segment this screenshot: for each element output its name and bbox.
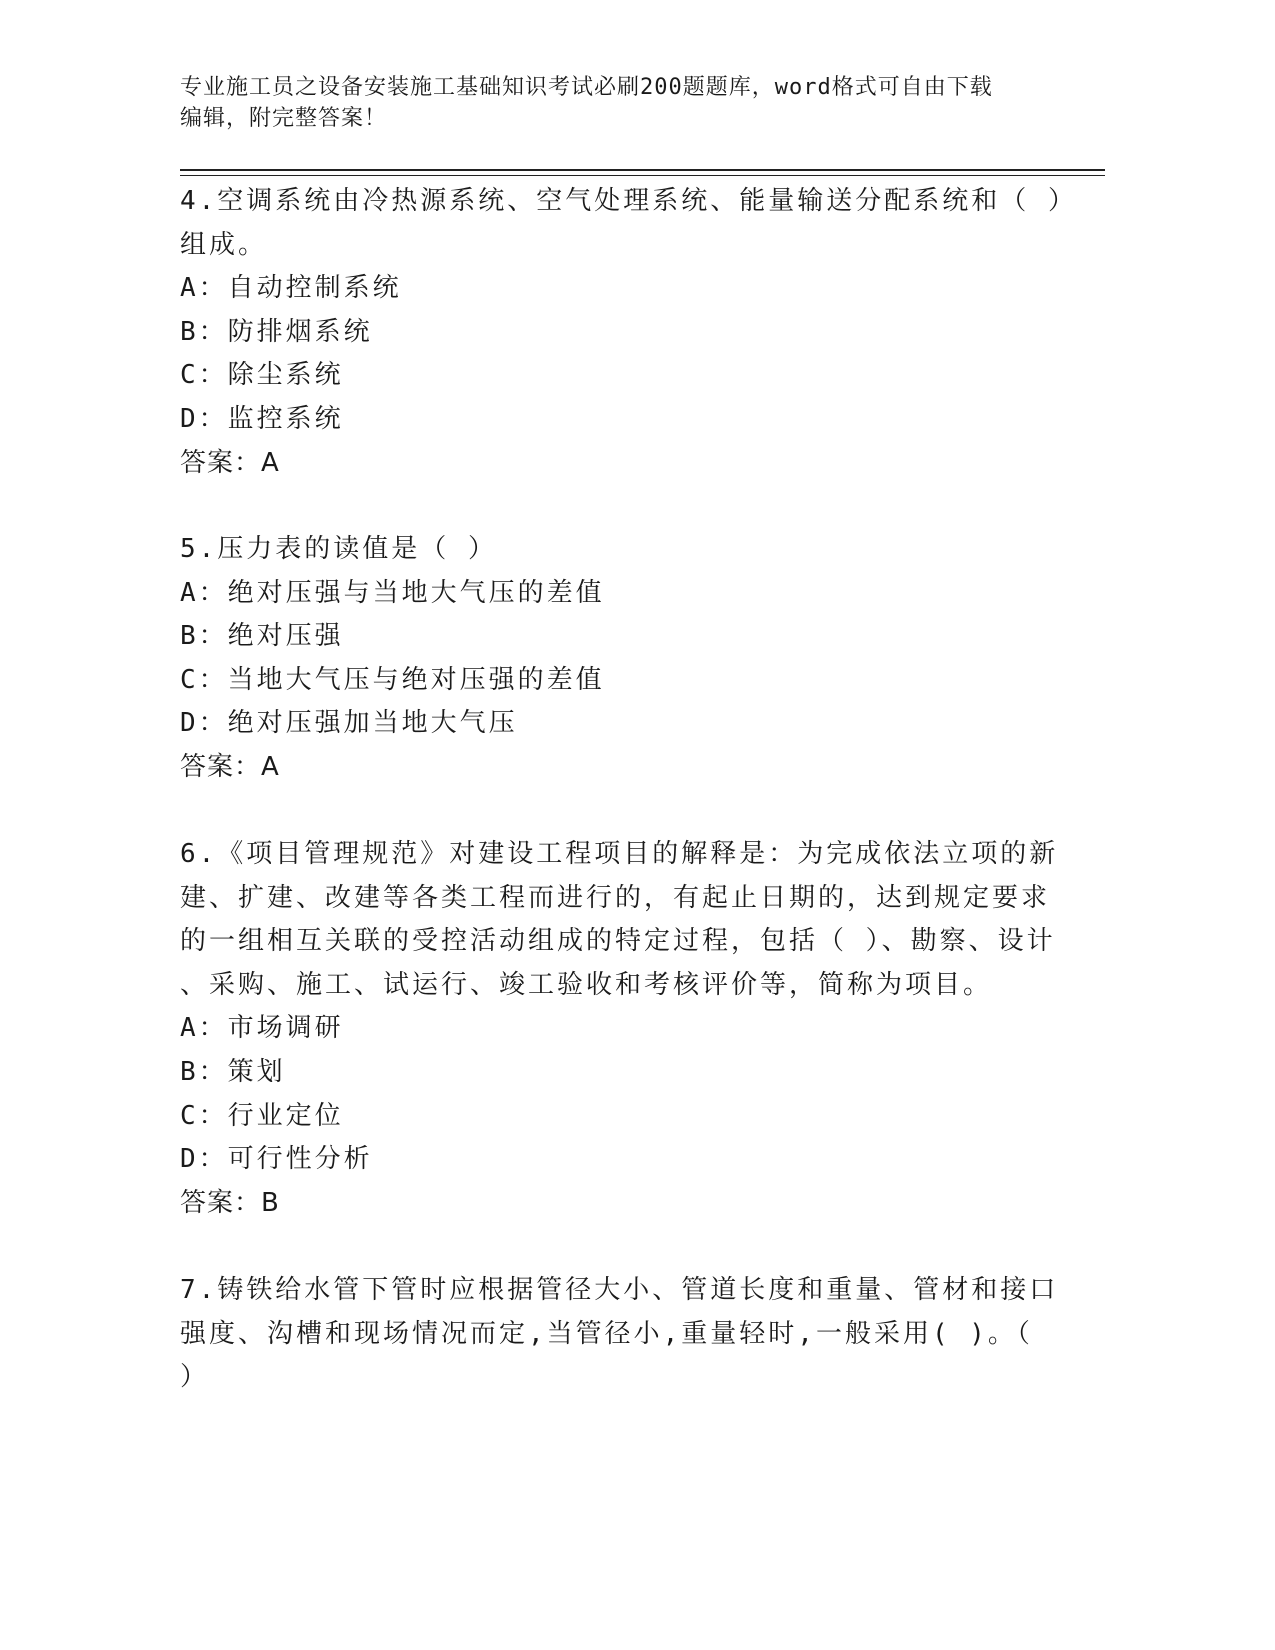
question-6-stem-line-3: 的一组相互关联的受控活动组成的特定过程，包括（ ）、勘察、设计 <box>180 926 1056 957</box>
question-4-stem-line-1: 4.空调系统由冷热源系统、空气处理系统、能量输送分配系统和（ ） <box>180 186 1077 216</box>
question-5-option-d: D：绝对压强加当地大气压 <box>180 708 518 739</box>
question-6-option-b: B：策划 <box>180 1056 286 1087</box>
question-5 <box>180 528 1040 790</box>
question-5-option-b: B：绝对压强 <box>180 621 344 652</box>
question-7-stem-line-3: ） <box>180 1362 210 1393</box>
question-6 <box>180 833 1059 1225</box>
header-divider-thin <box>180 175 1105 176</box>
question-6-option-c: C：行业定位 <box>180 1100 344 1131</box>
question-5-answer: 答案：A <box>180 751 280 782</box>
question-5-option-a: A：绝对压强与当地大气压的差值 <box>180 577 605 608</box>
question-6-stem-line-2: 建、扩建、改建等各类工程而进行的，有起止日期的，达到规定要求 <box>180 882 1051 913</box>
question-5-stem-line-1: 5.压力表的读值是（ ） <box>180 534 497 564</box>
question-6-option-d: D：可行性分析 <box>180 1144 373 1175</box>
question-7 <box>180 1269 1059 1400</box>
question-4-option-b: B：防排烟系统 <box>180 316 373 347</box>
question-5-option-c: C：当地大气压与绝对压强的差值 <box>180 664 605 695</box>
question-6-answer: 答案：B <box>180 1187 280 1218</box>
question-7-stem-line-2: 强度、沟槽和现场情况而定,当管径小,重量轻时,一般采用( )。（ <box>180 1318 1033 1349</box>
header-title-line-2: 编辑，附完整答案！ <box>180 106 388 131</box>
question-4-option-d: D：监控系统 <box>180 403 344 434</box>
question-4-option-a: A：自动控制系统 <box>180 273 402 304</box>
question-4 <box>180 180 1077 485</box>
question-4-option-c: C：除尘系统 <box>180 360 344 391</box>
question-6-stem-line-1: 6.《项目管理规范》对建设工程项目的解释是：为完成依法立项的新 <box>180 839 1059 869</box>
question-4-answer: 答案：A <box>180 447 280 478</box>
document-header <box>180 72 1060 134</box>
question-4-stem-line-2: 组成。 <box>180 229 268 260</box>
question-6-option-a: A：市场调研 <box>180 1013 344 1044</box>
question-6-stem-line-4: 、采购、施工、试运行、竣工验收和考核评价等，简称为项目。 <box>180 969 993 1000</box>
header-title-line-1: 专业施工员之设备安装施工基础知识考试必刷200题题库，word格式可自由下载 <box>180 75 993 100</box>
question-7-stem-line-1: 7.铸铁给水管下管时应根据管径大小、管道长度和重量、管材和接口 <box>180 1275 1059 1305</box>
header-divider-thick <box>180 169 1105 171</box>
